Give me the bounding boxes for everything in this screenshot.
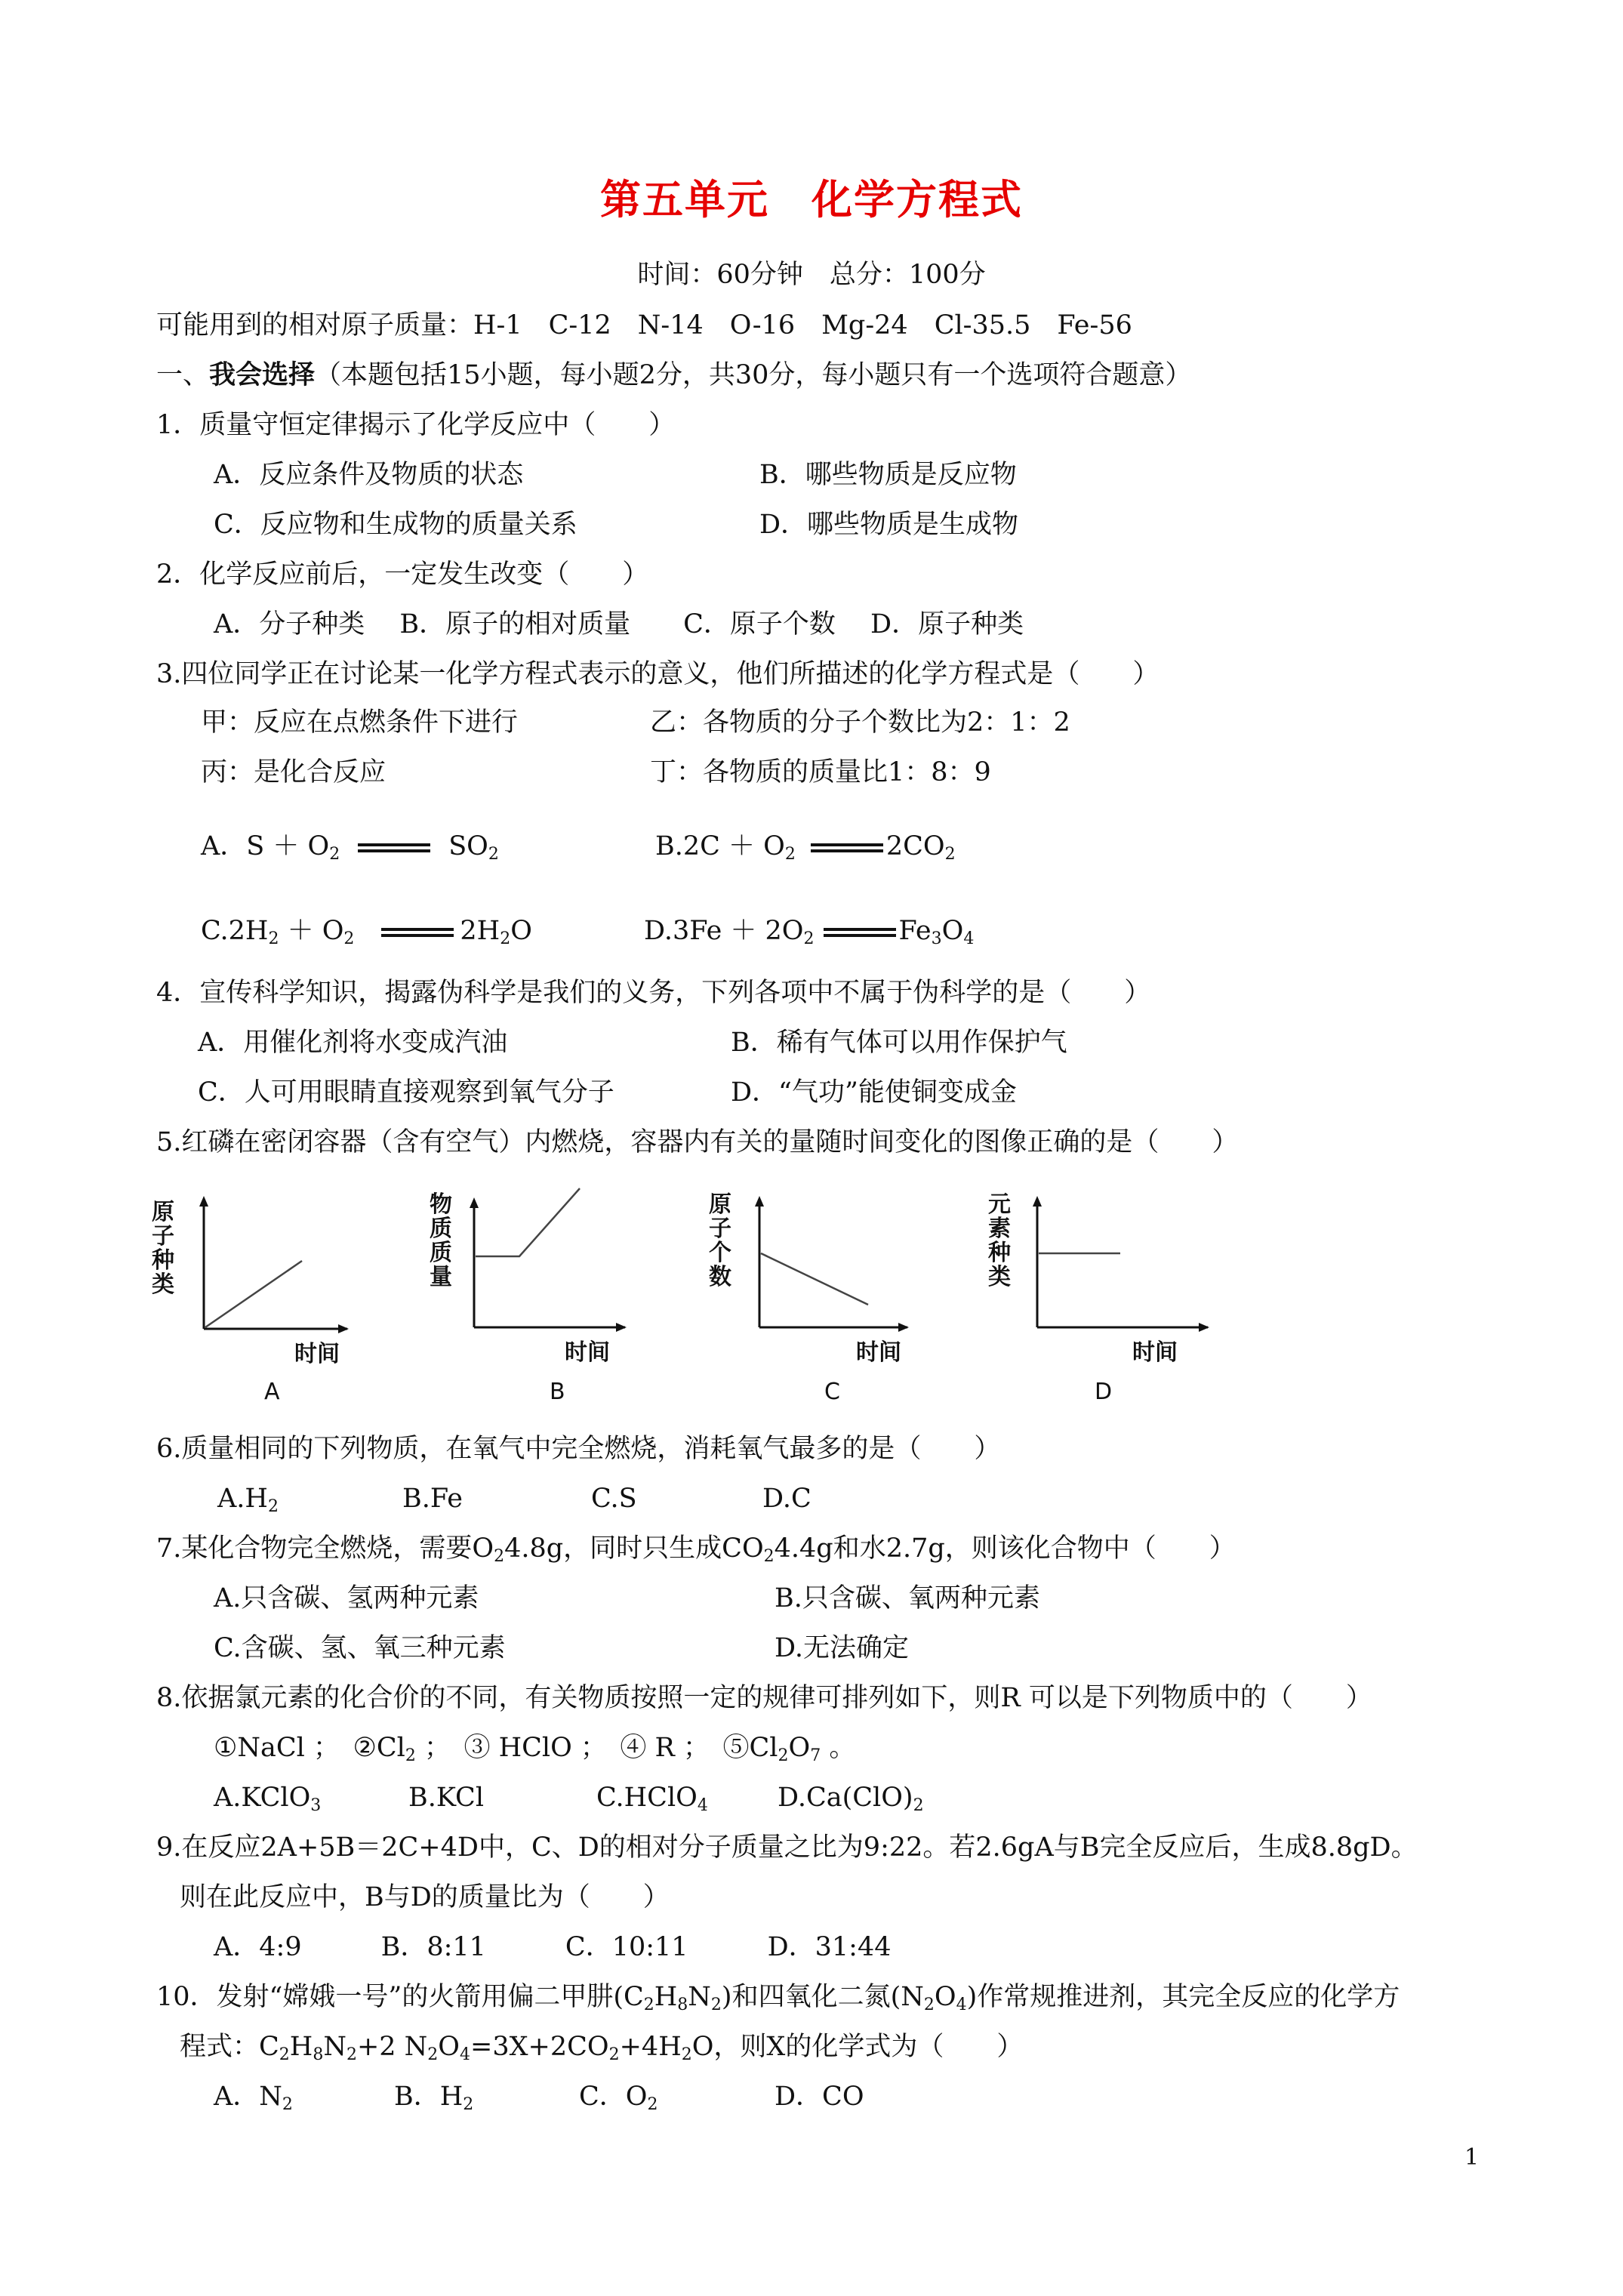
q8-option-d: $D.Ca(ClO)_2$ — [778, 1783, 924, 1815]
q5-graph-b-xlabel: 时间 — [565, 1339, 610, 1366]
q8-option-a: A.KClO$_3$ — [214, 1783, 322, 1815]
q5-graph-a-ylabel: 原子种类 — [152, 1199, 174, 1298]
q2-stem: 2．化学反应前后，一定发生改变（ ） — [156, 559, 649, 590]
page-number: 1 — [1464, 2144, 1480, 2171]
q3-option-a: A．$S + O_2$ $SO_2$ — [201, 831, 499, 864]
q5-graph-d-option: D — [1095, 1379, 1113, 1405]
q5-graph-a — [151, 1178, 377, 1419]
section-heading — [156, 358, 1191, 393]
q5-graph-d-xlabel: 时间 — [1132, 1339, 1178, 1366]
section-prefix: 一、 — [156, 360, 210, 390]
q5-graph-c-ylabel: 原子个数 — [709, 1191, 731, 1290]
q5-graph-d — [983, 1178, 1224, 1419]
q5-graph-b-line — [476, 1188, 580, 1256]
q1-option-c: C．反应物和生成物的质量关系 — [214, 510, 577, 540]
q1-stem: 1．质量守恒定律揭示了化学反应中（ ） — [156, 410, 676, 440]
q9-stem-line1: 9.在反应2A+5B＝2C+4D中，C、D的相对分子质量之比为9:22。若2.6gA与B完全反应后，生成8.8gD。 — [156, 1832, 1418, 1863]
q5-graph-c-xlabel: 时间 — [856, 1339, 901, 1366]
q10-option-b: B．$H_2$ — [394, 2082, 474, 2114]
q4-option-a: A．用催化剂将水变成汽油 — [198, 1028, 508, 1058]
exam-meta: 时间：60分钟 总分：100分 — [637, 260, 986, 290]
equals-sign-icon — [358, 843, 430, 852]
q10-stem-line1: 10．发射“嫦娥一号”的火箭用偏二甲肼$(C_2H_8N_2)$和四氧化二氮$(N_2O_4)$作常规推进剂，其完全反应的化学方 — [156, 1982, 1400, 2014]
equals-sign-icon — [811, 843, 883, 852]
section-note: （本题包括15小题，每小题2分，共30分，每小题只有一个选项符合题意） — [315, 360, 1192, 390]
q6-option-d: D.C — [762, 1484, 812, 1514]
q5-graph-a-line — [205, 1261, 302, 1327]
q7-option-d: D.无法确定 — [775, 1633, 909, 1663]
q5-graph-b — [429, 1178, 655, 1419]
q5-graph-a-plot — [151, 1178, 377, 1389]
equals-sign-icon — [824, 928, 896, 937]
q1-option-a: A．反应条件及物质的状态 — [214, 460, 524, 490]
q6-option-a: $A.H_2$ — [217, 1484, 279, 1516]
q5-stem: 5.红磷在密闭容器（含有空气）内燃烧，容器内有关的量随时间变化的图像正确的是（ ） — [156, 1127, 1239, 1157]
q8-stem: 8.依据氯元素的化合价的不同，有关物质按照一定的规律可排列如下，则R 可以是下列物质中的（ ） — [156, 1683, 1372, 1713]
q7-option-c: C.含碳、氢、氧三种元素 — [214, 1633, 506, 1663]
q10-option-c: C．$O_2$ — [579, 2082, 658, 2114]
q5-graph-b-plot — [429, 1178, 655, 1389]
q3-stem: 3.四位同学正在讨论某一化学方程式表示的意义，他们所描述的化学方程式是（ ） — [156, 659, 1160, 689]
q1-option-b: B．哪些物质是反应物 — [759, 460, 1017, 490]
section-title: 我会选择 — [209, 359, 316, 390]
q5-graph-a-xlabel: 时间 — [294, 1341, 340, 1367]
q3-statement-jia: 甲：反应在点燃条件下进行 — [201, 707, 519, 738]
q3-statement-ding: 丁：各物质的质量比1：8：9 — [650, 757, 991, 787]
q4-option-c: C．人可用眼睛直接观察到氧气分子 — [198, 1077, 614, 1108]
q5-graph-c-option: C — [824, 1379, 840, 1405]
q6-stem: 6.质量相同的下列物质，在氧气中完全燃烧，消耗氧气最多的是（ ） — [156, 1434, 1001, 1464]
q5-graph-b-ylabel: 物质质量 — [430, 1191, 452, 1290]
q5-graph-b-option: B — [550, 1379, 565, 1405]
q4-option-d: D．“气功”能使铜变成金 — [731, 1077, 1017, 1108]
q4-option-b: B．稀有气体可以用作保护气 — [731, 1028, 1067, 1058]
q7-stem: 7.某化合物完全燃烧，需要$O_24.8g$，同时只生成$CO_24.4g$和水2.7g，则该化合物中（ ） — [156, 1533, 1236, 1566]
equals-sign-icon — [381, 928, 454, 937]
q10-stem-line2: 程式：$C_2H_8N_2+2$ $N_2O_4=3X+2CO_2+4H_2O$，则X的化学式为（ ） — [180, 2032, 1024, 2064]
q5-graph-a-option: A — [264, 1379, 280, 1405]
q5-graph-d-ylabel: 元素种类 — [988, 1191, 1011, 1290]
q10-option-d: D．CO — [775, 2082, 864, 2112]
q5-graph-c-line — [761, 1253, 868, 1305]
q5-graph-d-plot — [983, 1178, 1224, 1389]
q10-option-a: A．$N_2$ — [214, 2082, 293, 2114]
q7-option-b: B.只含碳、氧两种元素 — [775, 1583, 1040, 1613]
q8-sequence: ①NaCl ； $②Cl_2$ ； ③ HClO ； ④ R ； $⑤Cl_2O_7$ 。 — [214, 1733, 856, 1765]
q8-option-b: B.KCl — [408, 1783, 485, 1813]
q6-option-c: C.S — [591, 1484, 637, 1514]
q3-statement-bing: 丙：是化合反应 — [201, 757, 387, 787]
atomic-masses: 可能用到的相对原子质量：H-1 C-12 N-14 O-16 Mg-24 Cl-35.5 Fe-56 — [156, 310, 1132, 341]
q4-stem: 4．宣传科学知识，揭露伪科学是我们的义务，下列各项中不属于伪科学的是（ ） — [156, 978, 1151, 1008]
q6-option-b: B.Fe — [402, 1484, 463, 1514]
q7-option-a: A.只含碳、氢两种元素 — [214, 1583, 479, 1613]
q8-option-c: C.HClO$_4$ — [596, 1783, 708, 1815]
q3-option-c: $C.2H_2 + O_2$ $2H_2O$ — [201, 916, 532, 948]
q2-options: A．分子种类 B．原子的相对质量 C．原子个数 D．原子种类 — [214, 609, 1024, 639]
q9-stem-line2: 则在此反应中，B与D的质量比为（ ） — [180, 1882, 670, 1912]
q3-option-b: $B.2C + O_2$ $2CO_2$ — [655, 831, 956, 864]
q3-statement-yi: 乙：各物质的分子个数比为2：1：2 — [650, 707, 1070, 738]
q3-option-d: $D.3Fe + 2O_2$ $Fe_3O_4$ — [644, 916, 975, 948]
page-title: 第五单元 化学方程式 — [600, 176, 1023, 223]
q5-graph-c — [708, 1178, 935, 1419]
q9-options: A．4:9 B．8:11 C．10:11 D．31:44 — [214, 1932, 892, 1962]
q1-option-d: D．哪些物质是生成物 — [759, 510, 1019, 540]
